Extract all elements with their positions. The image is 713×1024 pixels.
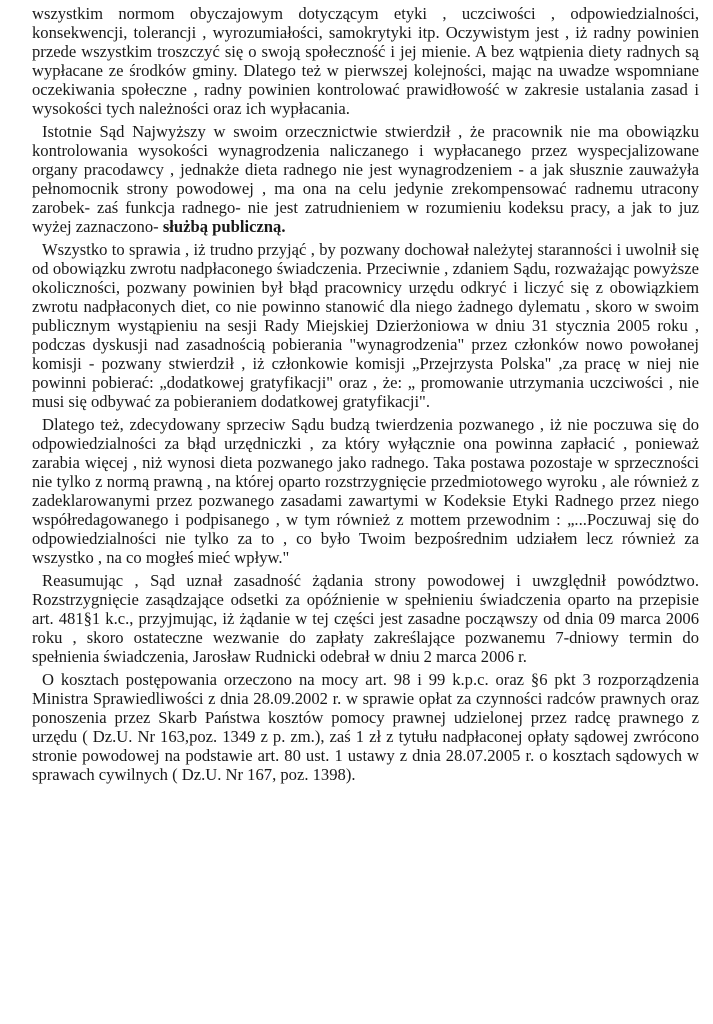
paragraph-summary <box>32 571 699 666</box>
paragraph-due-diligence <box>32 240 699 411</box>
paragraph-costs-text: O kosztach postępowania orzeczono na mocy art. 98 i 99 k.p.c. oraz §6 pkt 3 rozporządzenia Ministra Sprawiedliwości z dnia 28.09.2002 r. w sprawie opłat za czynności radców prawnych oraz ponoszenia przez Skarb Państwa kosztów pomocy prawnej udzielonej przez radcę prawnego z urzędu ( Dz.U. Nr 163,poz. 1349 z p. zm.), zaś 1 zł z tytułu nadpłaconej opłaty sądowej zwrócono stronie powodowej na podstawie art. 80 ust. 1 ustawy z dnia 28.07.2005 r. o kosztach sądowych w sprawach cywilnych ( Dz.U. Nr 167, poz. 1398). <box>32 670 699 784</box>
paragraph-costs <box>32 670 699 784</box>
paragraph-due-diligence-text: Wszystko to sprawia , iż trudno przyjąć , by pozwany dochował należytej staranności i uwolnił się od obowiązku zwrotu nadpłaconego świadczenia. Przeciwnie , zdaniem Sądu, rozważając powyższe okoliczności, pozwany powinien był błąd pracownicy urzędu odkryć i liczyć się z obowiązkiem zwrotu nadpłaconych diet, co nie powinno stanowić dla niego żadnego dylematu , skoro w swoim publicznym wystąpieniu na sesji Rady Miejskiej Dzierżoniowa w dniu 31 stycznia 2005 roku , podczas dyskusji nad zasadnością pobierania "wynagrodzenia" przez członków nowo powołanej komisji - pozwany stwierdził , iż członkowie komisji „Przejrzysta Polska" ,za pracę w niej nie powinni pobierać: „dodatkowej gratyfikacji" oraz , że: „ promowanie utrzymania uczciwości , nie musi się odbywać za pobieraniem dodatkowej gratyfikacji". <box>32 240 699 411</box>
emphasis-public-service: służbą publiczną. <box>162 217 286 236</box>
paragraph-court-objection-text: Dlatego też, zdecydowany sprzeciw Sądu budzą twierdzenia pozwanego , iż nie poczuwa się do odpowiedzialności za błąd urzędniczki , za który wyłącznie ona powinna zapłacić , ponieważ zarabia więcej , niż wynosi dieta pozwanego jako radnego. Taka postawa pozostaje w sprzeczności nie tylko z normą prawną , na której oparto rozstrzygnięcie przedmiotowego wyroku , ale również z zadeklarowanymi przez pozwanego zasadami zawartymi w Kodeksie Etyki Radnego przez niego współredagowanego i podpisanego , w tym również z mottem przewodnim : „...Poczuwaj się do odpowiedzialności nie tylko za to , co było Twoim bezpośrednim udziałem lecz również za wszystko , na co mogłeś mieć wpływ." <box>32 415 699 567</box>
paragraph-ethics <box>32 4 699 118</box>
paragraph-supreme-court-text: Istotnie Sąd Najwyższy w swoim orzecznictwie stwierdził , że pracownik nie ma obowiązku kontrolowania wysokości wynagrodzenia naliczanego i wypłacanego przez wyspecjalizowane organy pracodawcy , jednakże dieta radnego nie jest wynagrodzeniem - a jak słusznie zauważyła pełnomocnik strony powodowej , ma ona na celu jedynie zrekompensować radnemu utracony zarobek- zaś funkcja radnego- nie jest zatrudnieniem w rozumieniu kodeksu pracy, a jak to juz wyżej zaznaczono- <box>32 122 699 236</box>
paragraph-ethics-text: wszystkim normom obyczajowym dotyczącym etyki , uczciwości , odpowiedzialności, konsekwencji, tolerancji , wyrozumiałości, samokrytyki itp. Oczywistym jest , iż radny powinien przede wszystkim troszczyć się o swoją społeczność i jej mienie. A bez wątpienia diety radnych są wypłacane ze środków gminy. Dlatego też w pierwszej kolejności, mając na uwadze wspomniane oczekiwania społeczne , radny powinien kontrolować prawidłowość w zakresie ustalania zasad i wysokości tych należności oraz ich wypłacania. <box>32 4 699 118</box>
paragraph-court-objection <box>32 415 699 567</box>
document-body <box>32 4 699 788</box>
paragraph-supreme-court <box>32 122 699 236</box>
paragraph-summary-text: Reasumując , Sąd uznał zasadność żądania strony powodowej i uwzględnił powództwo. Rozstrzygnięcie zasądzające odsetki za opóźnienie w spełnieniu świadczenia oparto na przepisie art. 481§1 k.c., przyjmując, iż żądanie w tej części jest zasadne począwszy od dnia 09 marca 2006 roku , skoro ostateczne wezwanie do zapłaty zakreślające pozwanemu 7-dniowy termin do spełnienia świadczenia, Jarosław Rudnicki odebrał w dniu 2 marca 2006 r. <box>32 571 699 666</box>
